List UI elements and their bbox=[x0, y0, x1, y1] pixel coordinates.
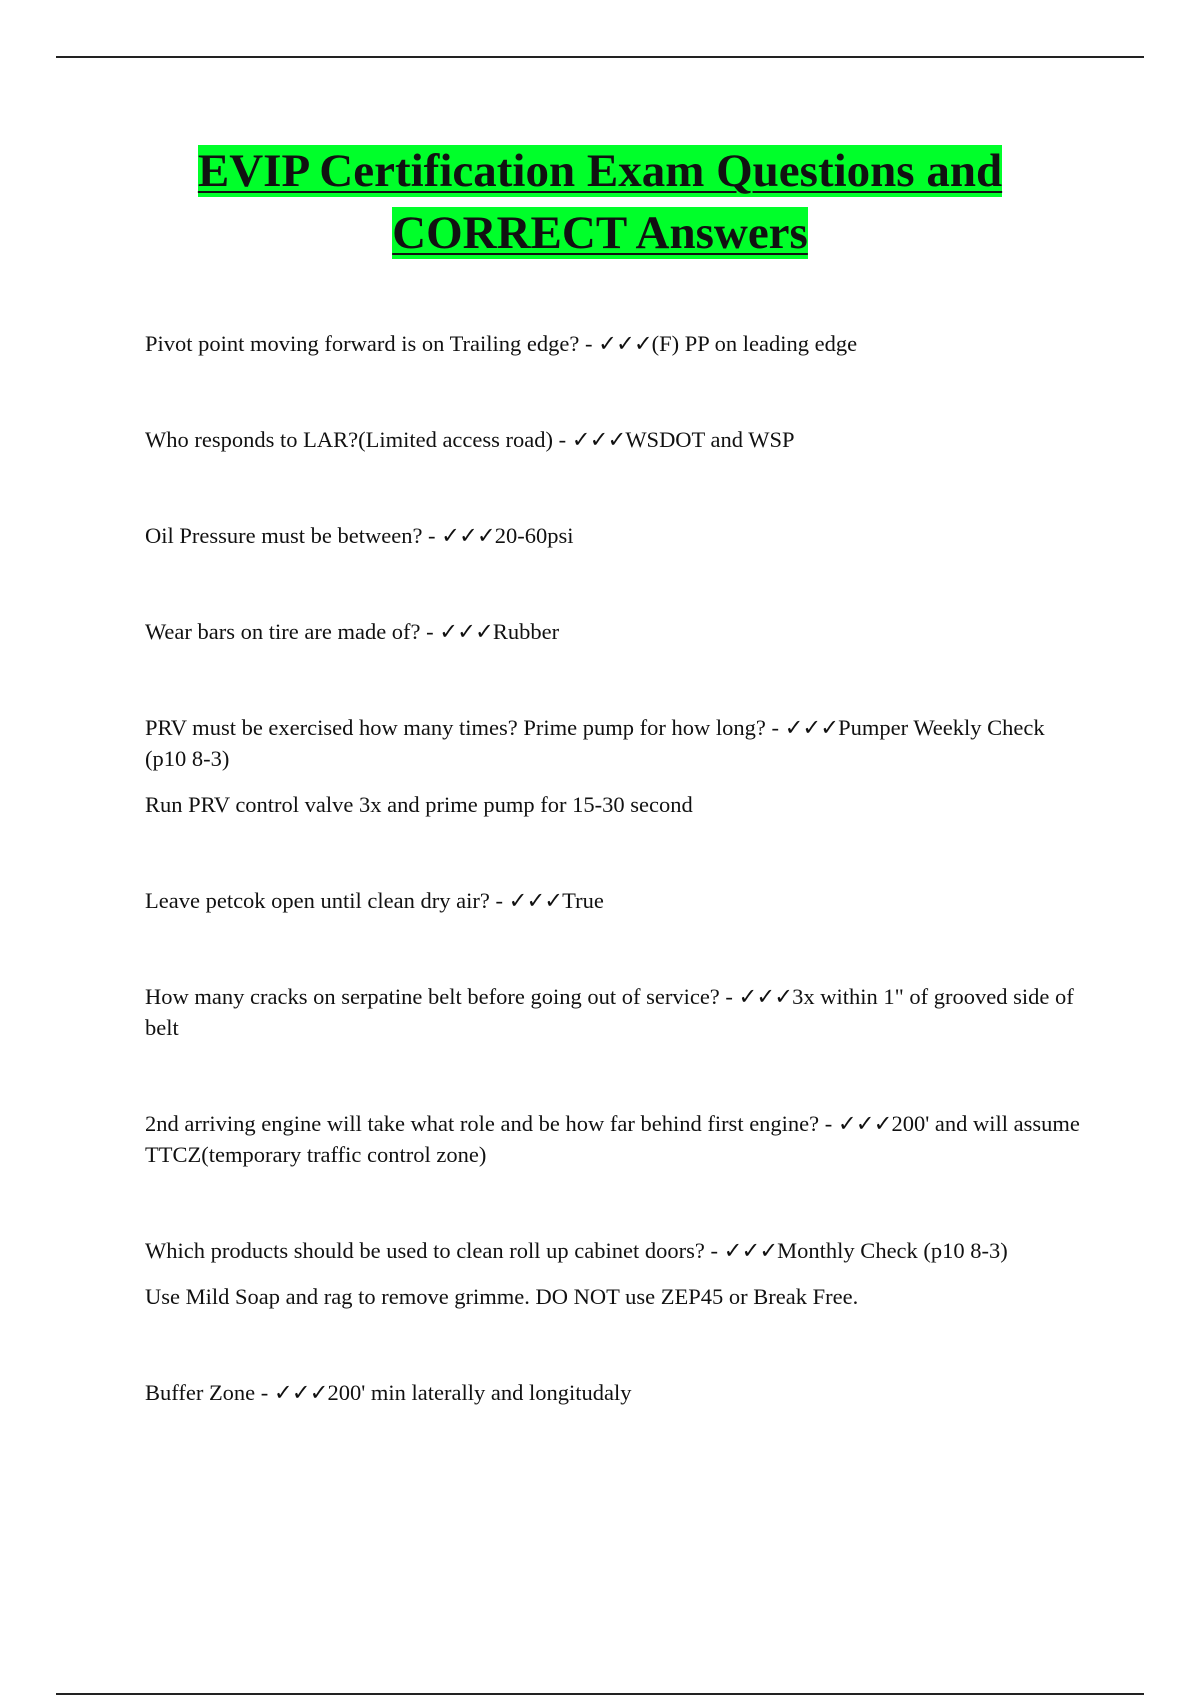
checkmarks-icon: ✓✓✓ bbox=[723, 1238, 778, 1263]
qa-item bbox=[145, 1108, 1085, 1170]
top-rule bbox=[56, 56, 1144, 58]
answer-detail: Run PRV control valve 3x and prime pump for 15-30 second bbox=[145, 792, 693, 817]
qa-item bbox=[145, 981, 1085, 1043]
answer-text: Pumper Weekly Check (p10 8-3) bbox=[145, 715, 1045, 771]
answer-text: 3x within 1" of grooved side of belt bbox=[145, 984, 1074, 1040]
question-text: Wear bars on tire are made of? - bbox=[145, 619, 440, 644]
question-text: PRV must be exercised how many times? Prime pump for how long? - bbox=[145, 715, 785, 740]
checkmarks-icon: ✓✓✓ bbox=[598, 331, 652, 356]
answer-text: 200' and will assume TTCZ(temporary traffic control zone) bbox=[145, 1111, 1080, 1167]
answer-text: 200' min laterally and longitudaly bbox=[327, 1380, 632, 1405]
checkmarks-icon: ✓✓✓ bbox=[571, 427, 626, 452]
checkmarks-icon: ✓✓✓ bbox=[784, 715, 839, 740]
answer-text: True bbox=[562, 888, 604, 913]
title-line-2: CORRECT Answers bbox=[392, 207, 808, 259]
checkmarks-icon: ✓✓✓ bbox=[273, 1380, 328, 1405]
question-text: 2nd arriving engine will take what role and be how far behind first engine? - bbox=[145, 1111, 838, 1136]
answer-text: 20-60psi bbox=[494, 523, 574, 548]
answer-text: WSDOT and WSP bbox=[625, 427, 795, 452]
answer-text: (F) PP on leading edge bbox=[651, 331, 858, 356]
qa-item bbox=[145, 328, 1085, 359]
qa-item bbox=[145, 712, 1085, 820]
question-text: Which products should be used to clean roll up cabinet doors? - bbox=[145, 1238, 724, 1263]
answer-detail: Use Mild Soap and rag to remove grimme. DO NOT use ZEP45 or Break Free. bbox=[145, 1284, 859, 1309]
document-title bbox=[100, 140, 1100, 264]
question-text: Pivot point moving forward is on Trailing edge? - bbox=[145, 331, 599, 356]
checkmarks-icon: ✓✓✓ bbox=[508, 888, 563, 913]
qa-item bbox=[145, 885, 1085, 916]
checkmarks-icon: ✓✓✓ bbox=[441, 523, 495, 548]
qa-item bbox=[145, 424, 1085, 455]
answer-text: Monthly Check (p10 8-3) bbox=[777, 1238, 1008, 1263]
qa-item bbox=[145, 1377, 1085, 1408]
title-line-1: EVIP Certification Exam Questions and bbox=[197, 145, 1003, 197]
question-text: Buffer Zone - bbox=[145, 1380, 274, 1405]
checkmarks-icon: ✓✓✓ bbox=[738, 984, 793, 1009]
qa-list bbox=[145, 328, 1085, 1408]
question-text: Who responds to LAR?(Limited access road) - bbox=[145, 427, 572, 452]
answer-text: Rubber bbox=[492, 619, 560, 644]
checkmarks-icon: ✓✓✓ bbox=[837, 1111, 892, 1136]
bottom-rule bbox=[56, 1693, 1144, 1695]
qa-item bbox=[145, 616, 1085, 647]
question-text: Leave petcok open until clean dry air? - bbox=[145, 888, 509, 913]
checkmarks-icon: ✓✓✓ bbox=[439, 619, 493, 644]
question-text: Oil Pressure must be between? - bbox=[145, 523, 442, 548]
question-text: How many cracks on serpatine belt before going out of service? - bbox=[145, 984, 739, 1009]
qa-item bbox=[145, 1235, 1085, 1312]
qa-item bbox=[145, 520, 1085, 551]
